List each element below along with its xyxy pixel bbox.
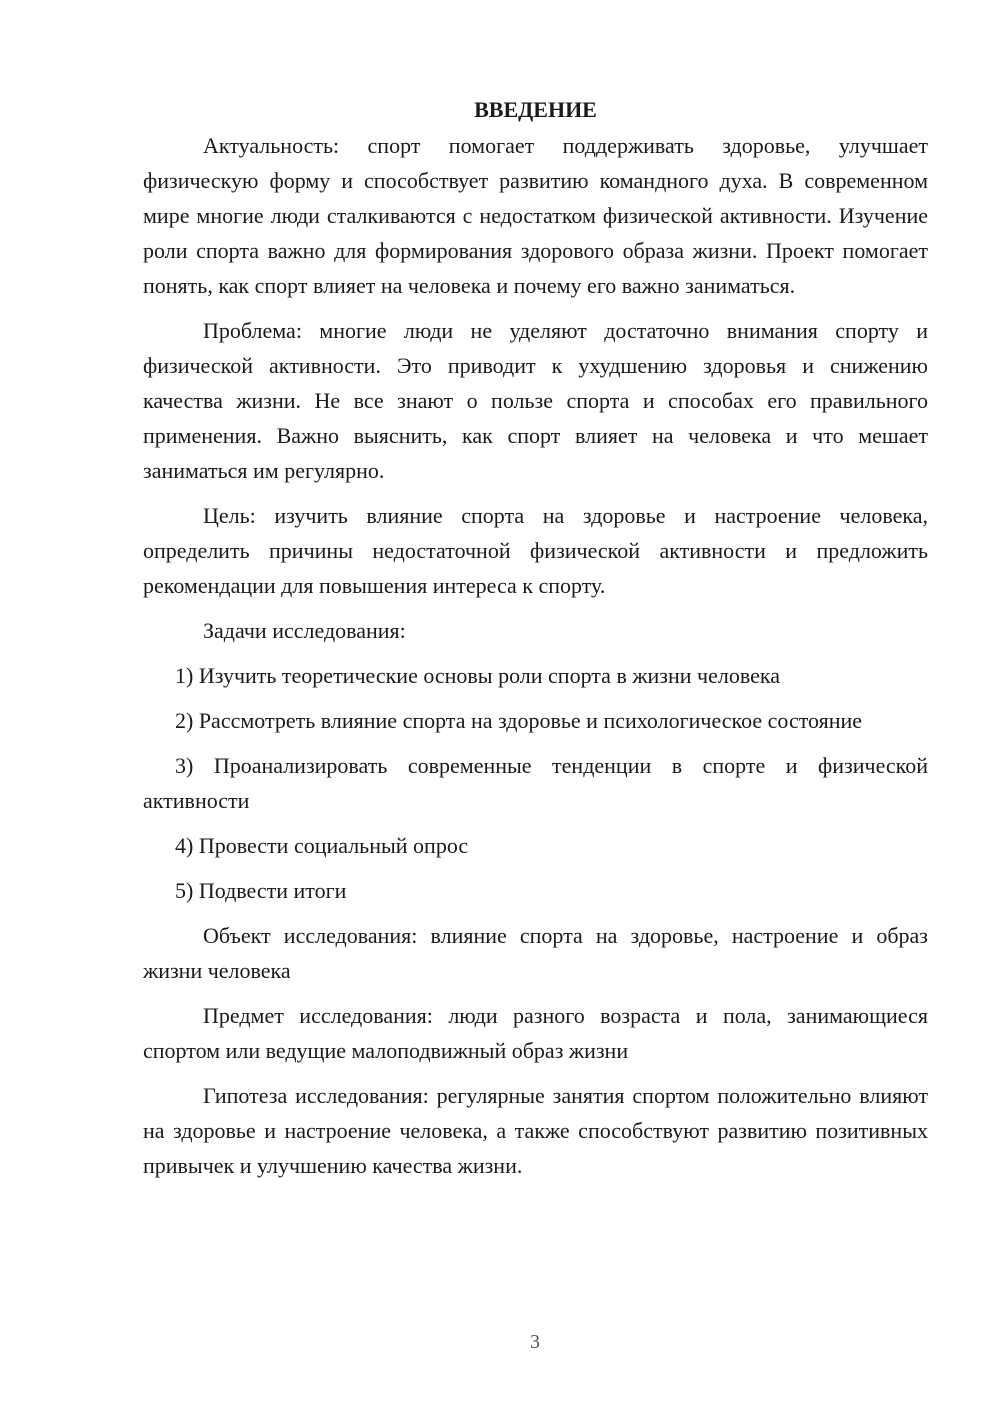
page-number: 3 <box>530 1331 540 1353</box>
relevance-paragraph: Актуальность: спорт помогает поддерживать здоровье, улучшает физическую форму и способствует развитию командного духа. В современном мире многие люди сталкиваются с недостатком физической активности. Изучение роли спорта важно для формирования здорового образа жизни. Проект помогает понять, как спорт влияет на человека и почему его важно заниматься. <box>143 133 928 298</box>
hypothesis-paragraph: Гипотеза исследования: регулярные занятия спортом положительно влияют на здоровье и настроение человека, а также способствуют развитию позитивных привычек и улучшению качества жизни. <box>143 1083 928 1178</box>
tasks-list <box>143 658 928 908</box>
problem-paragraph: Проблема: многие люди не уделяют достаточно внимания спорту и физической активности. Это приводит к ухудшению здоровья и снижению качества жизни. Не все знают о пользе спорта и способах его правильного применения. Важно выяснить, как спорт влияет на человека и что мешает заниматься им регулярно. <box>143 318 928 483</box>
goal-paragraph: Цель: изучить влияние спорта на здоровье и настроение человека, определить причины недостаточной физической активности и предложить рекомендации для повышения интереса к спорту. <box>143 503 928 598</box>
document-page <box>143 92 928 1193</box>
list-item: 2) Рассмотреть влияние спорта на здоровье и психологическое состояние <box>175 708 863 733</box>
list-item: 5) Подвести итоги <box>175 878 347 903</box>
tasks-heading: Задачи исследования: <box>203 618 406 643</box>
page-title: ВВЕДЕНИЕ <box>474 97 597 122</box>
list-item: 1) Изучить теоретические основы роли спорта в жизни человека <box>175 663 780 688</box>
list-item: 3) Проанализировать современные тенденции в спорте и физической активности <box>143 753 928 813</box>
subject-paragraph: Предмет исследования: люди разного возраста и пола, занимающиеся спортом или ведущие малоподвижный образ жизни <box>143 1003 928 1063</box>
object-paragraph: Объект исследования: влияние спорта на здоровье, настроение и образ жизни человека <box>143 923 928 983</box>
list-item: 4) Провести социальный опрос <box>175 833 469 858</box>
